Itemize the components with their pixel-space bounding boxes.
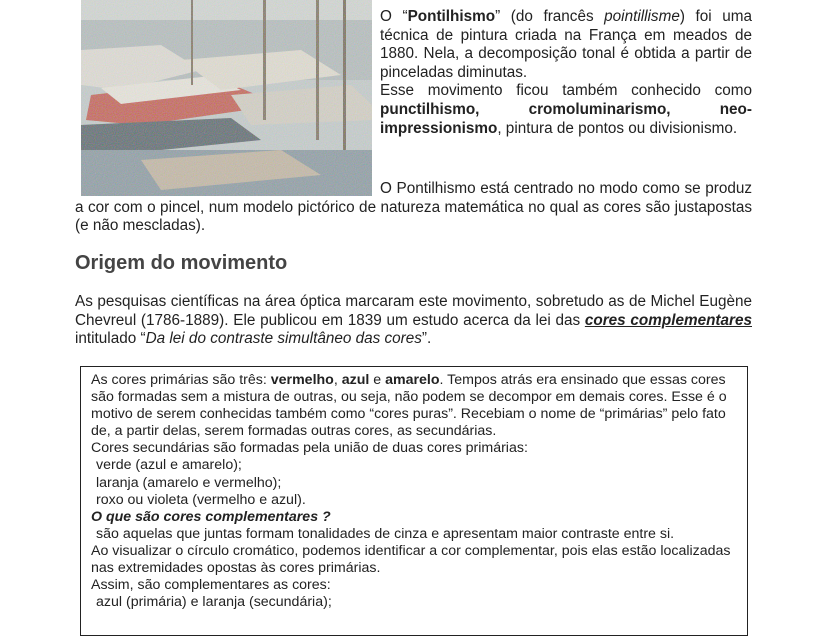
box-text: Assim, são complementares as cores: <box>91 577 331 594</box>
box-list-item: laranja (amarelo e vermelho); <box>96 474 282 491</box>
box-list-item: azul (primária) e laranja (secundária); <box>96 594 332 611</box>
origem-paragraph: As pesquisas científicas na área óptica marcaram este movimento, sobretudo as de Michel Eugène Chevreul (1786-1889). Ele publicou em 1839 um estudo acerca da lei das cores complementares intitulado “Da lei do contraste simultâneo das cores”. <box>75 293 752 348</box>
box-text: Ao visualizar o círculo cromático, podemos identificar a cor complementar, pois elas estão localizadas nas extremidades opostas às cores primárias. <box>91 542 731 577</box>
intro-paragraph: O “Pontilhismo” (do francês pointillisme) foi uma técnica de pintura criada na França em meados de 1880. Nela, a decomposição tonal é obtida a partir de pinceladas diminutas. Esse movimento ficou também conhecido como punctilhismo, cromoluminarismo, neo-impressionismo, pintura de pontos ou divisionismo. <box>380 8 752 137</box>
box-list-item: verde (azul e amarelo); <box>96 457 242 474</box>
box-answer: são aquelas que juntas formam tonalidades de cinza e apresentam maior contraste entre si. <box>96 525 675 542</box>
box-secondary-intro: Cores secundárias são formadas pela união de duas cores primárias: <box>91 440 528 457</box>
section-heading: Origem do movimento <box>75 252 288 274</box>
cores-complementares-link: cores complementares <box>584 311 752 329</box>
info-box <box>80 366 748 636</box>
box-list-item: roxo ou violeta (vermelho e azul). <box>96 491 306 508</box>
pointillism-boats-painting <box>81 0 372 196</box>
box-question: O que são cores complementares ? <box>91 508 331 525</box>
box-primary-colors: As cores primárias são três: vermelho, azul e amarelo. Tempos atrás era ensinado que essas cores são formadas sem a mistura de outras, ou seja, não podem se decompor em demais cores. Esse é o motivo de serem conhecidas também como “cores puras”. Recebiam o nome de “primárias” pelo fato de, a partir delas, serem formadas outras cores, as secundárias. <box>91 372 727 440</box>
intro-paragraph-2: O Pontilhismo está centrado no modo como se produz a cor com o pincel, num modelo pictórico de natureza matemática no qual as cores são justapostas (e não mescladas). <box>75 180 752 235</box>
